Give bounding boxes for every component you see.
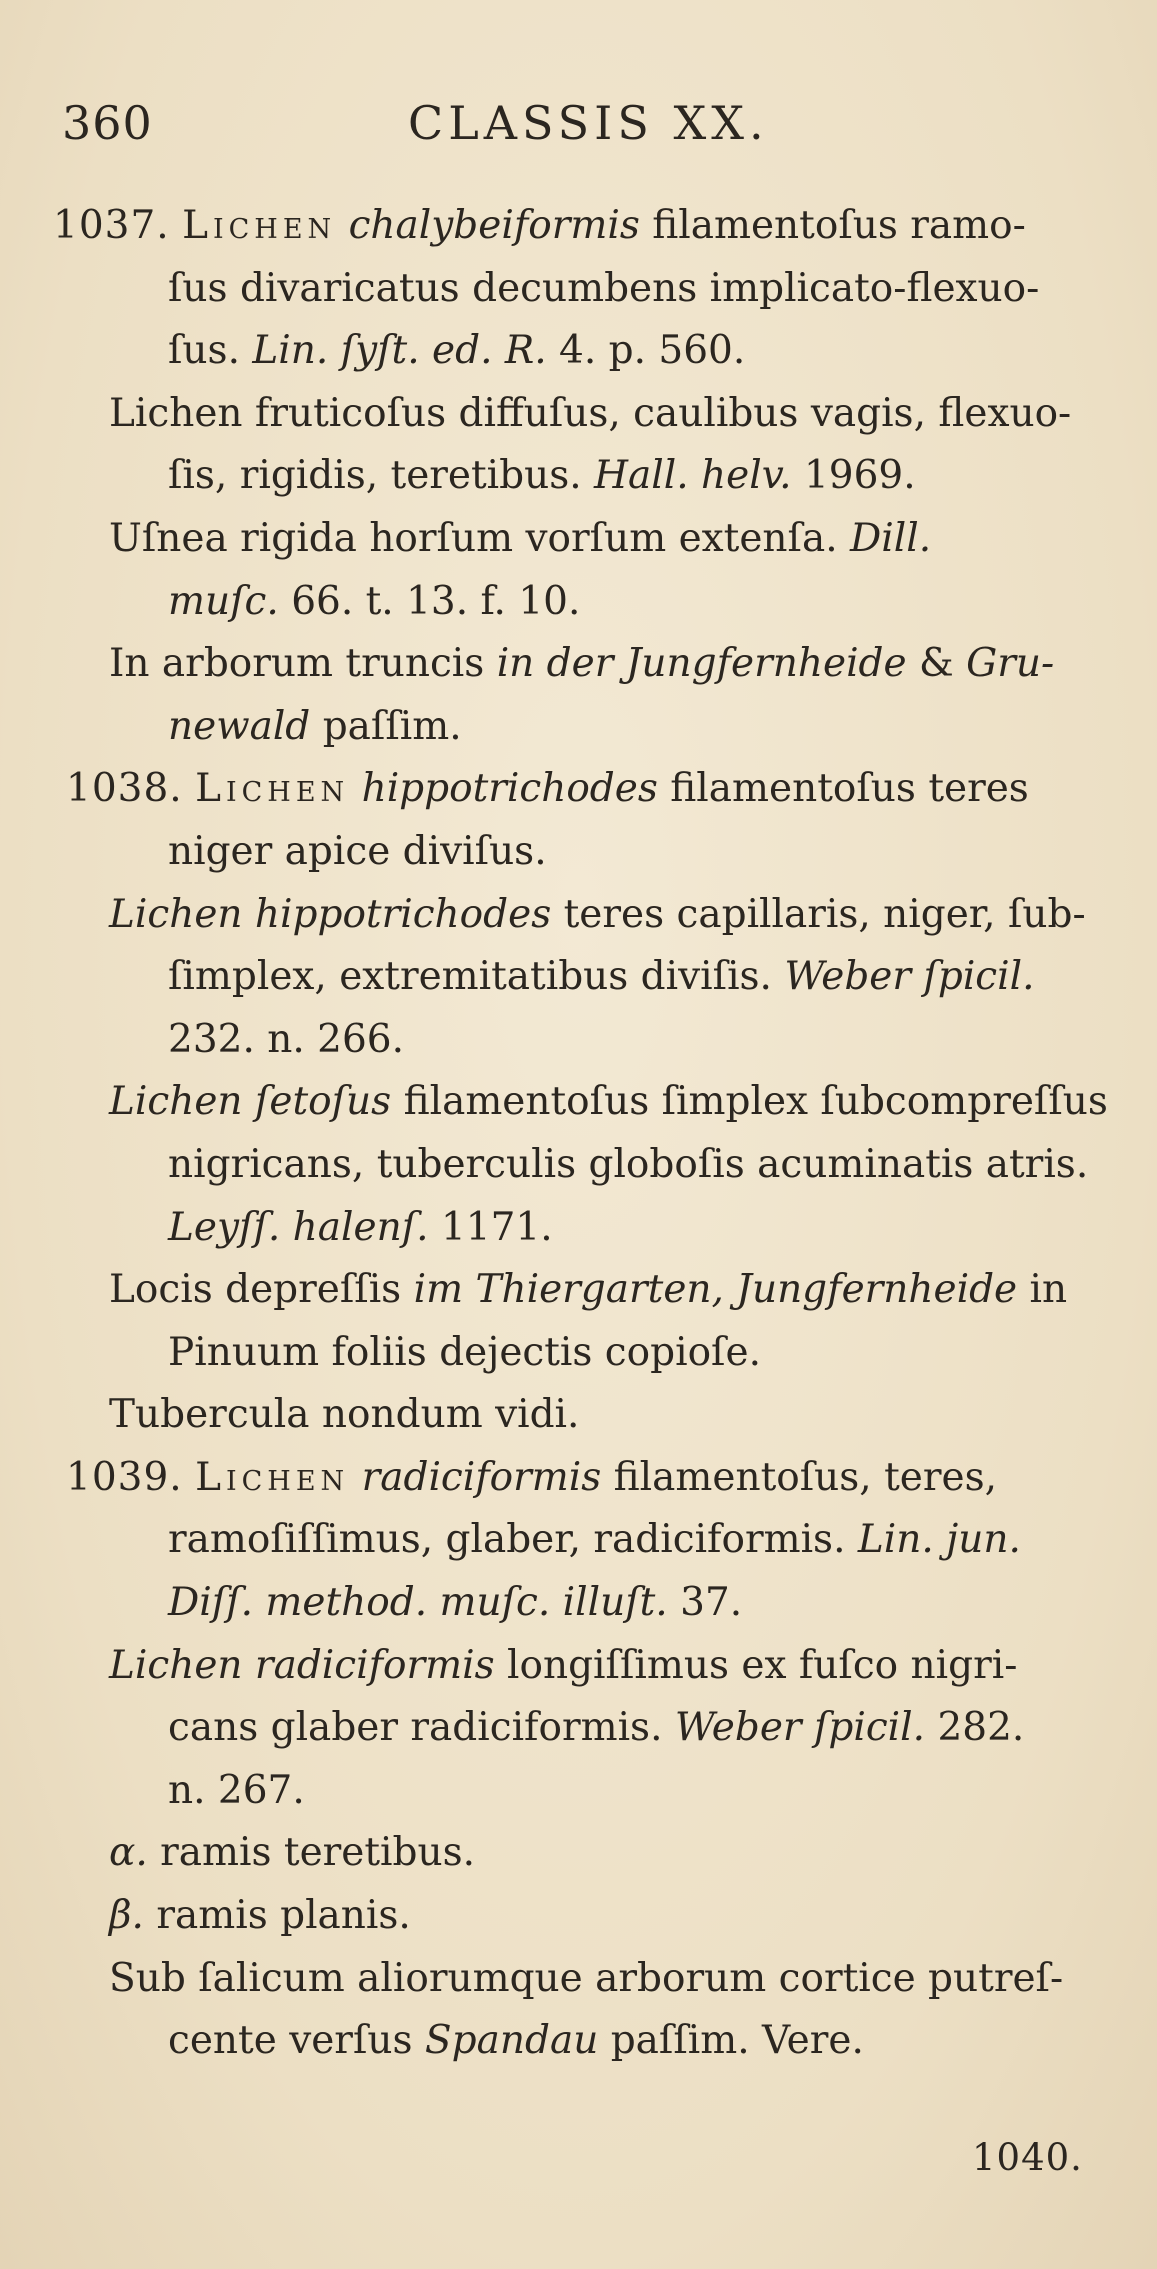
diagnosis-text: ſus.	[168, 328, 240, 374]
reference-detail: 1969.	[803, 453, 916, 499]
species-name: hippotrichodes	[361, 766, 658, 812]
diagnosis-text: filamentoſus teres	[670, 766, 1029, 812]
entry-number: 1039.	[66, 1454, 183, 1500]
entry-1038-line-11	[0, 1384, 1157, 1447]
page-number: 360	[62, 96, 153, 150]
synonym-text: longiſſimus ex fuſco nigri-	[507, 1642, 1018, 1688]
synonym-text: Lichen fruticoſus diffuſus, caulibus vagis, flexuo-	[109, 390, 1072, 436]
place-name: Spandau	[424, 2018, 599, 2064]
reference: Lin. ſyſt. ed. R.	[252, 328, 547, 374]
entry-1039-line-6	[0, 1760, 1157, 1823]
reference: muſc.	[168, 578, 279, 624]
entry-1038-line-7	[0, 1134, 1157, 1197]
locality-text: paſſim.	[322, 703, 462, 749]
place-name: im Thiergarten, Jungfernheide	[413, 1267, 1018, 1313]
synonym-text: filamentoſus ſimplex ſubcompreſſus	[403, 1079, 1108, 1125]
locality-text: paſſim. Vere.	[610, 2018, 864, 2064]
entry-1039-line-10	[0, 2010, 1157, 2073]
entry-1037-line-7	[0, 571, 1157, 634]
reference-detail: 282.	[937, 1705, 1025, 1751]
entry-1038-line-4	[0, 946, 1157, 1009]
genus-name: Lichen	[182, 203, 337, 248]
reference: Leyſſ. halenſ.	[168, 1204, 429, 1250]
entry-1037-line-9	[0, 696, 1157, 759]
genus-name: Lichen	[195, 1454, 350, 1500]
reference-detail: n. 267.	[168, 1767, 305, 1813]
reference-detail: 37.	[680, 1580, 743, 1626]
genus-name: Lichen	[195, 766, 350, 812]
variety-symbol: α.	[109, 1830, 148, 1876]
entry-1038-line-1	[0, 758, 1157, 821]
locality-text: Sub ſalicum aliorumque arborum cortice putreſ-	[109, 1955, 1064, 2001]
entry-1039-line-1	[0, 1447, 1157, 1510]
entry-number: 1037.	[53, 203, 170, 248]
entry-1037-line-8	[0, 633, 1157, 696]
species-name: chalybeiformis	[348, 203, 640, 248]
entry-1038-line-3	[0, 884, 1157, 947]
reference-detail: 1171.	[440, 1204, 553, 1250]
reference: Hall. helv.	[594, 453, 792, 499]
locality-text: &	[919, 641, 954, 687]
diagnosis-text: ſus divaricatus decumbens implicato-flexuo-	[168, 265, 1040, 311]
synonym-text: ſimplex, extremitatibus diviſis.	[168, 954, 772, 1000]
place-name: newald	[168, 703, 311, 749]
reference: Lin. jun.	[857, 1517, 1021, 1563]
reference: Dill.	[850, 515, 932, 561]
entry-1037-line-2	[0, 258, 1157, 321]
entry-1037-line-1	[0, 195, 1157, 258]
entry-1038-line-9	[0, 1259, 1157, 1322]
locality-text: cente verſus	[168, 2018, 413, 2064]
diagnosis-text: filamentoſus, teres,	[613, 1454, 997, 1500]
entry-number: 1038.	[66, 766, 183, 812]
locality-text: Locis depreſſis	[109, 1267, 402, 1313]
running-head: CLASSIS XX.	[408, 96, 769, 150]
entry-1038-line-8	[0, 1197, 1157, 1260]
entry-1037-line-3	[0, 320, 1157, 383]
place-name: Gru-	[966, 641, 1055, 687]
synonym-text: teres capillaris, niger, ſub-	[563, 891, 1086, 937]
entry-1037-line-5	[0, 445, 1157, 508]
reference-detail: 66. t. 13. f. 10.	[291, 578, 581, 624]
page-header	[0, 96, 1157, 166]
variety-symbol: β.	[109, 1893, 144, 1939]
locality-text: in	[1029, 1267, 1068, 1313]
reference: Diſſ. method. muſc. illuſt.	[168, 1580, 668, 1626]
place-name: in der Jungfernheide	[496, 641, 907, 687]
entry-1037-line-4	[0, 383, 1157, 446]
entry-1038-line-2	[0, 821, 1157, 884]
note-text: Tubercula nondum vidi.	[109, 1392, 580, 1438]
entry-1039-line-4	[0, 1635, 1157, 1698]
diagnosis-text: filamentoſus ramo-	[652, 203, 1026, 248]
synonym-text: cans glaber radiciformis.	[168, 1705, 663, 1751]
reference-detail: 232. n. 266.	[168, 1016, 404, 1062]
entry-1039-line-8	[0, 1885, 1157, 1948]
entry-1038-line-10	[0, 1322, 1157, 1385]
entry-1039-line-2	[0, 1509, 1157, 1572]
species-name: radiciformis	[361, 1454, 602, 1500]
locality-text: Pinuum foliis dejectis copioſe.	[168, 1329, 761, 1375]
reference-detail: 4. p. 560.	[559, 328, 746, 374]
synonym-name: Lichen radiciformis	[109, 1642, 495, 1688]
locality-text: In arborum truncis	[109, 641, 485, 687]
catchword: 1040.	[972, 2136, 1083, 2179]
synonym-name: Lichen ſetoſus	[109, 1079, 392, 1125]
entry-1039-line-5	[0, 1697, 1157, 1760]
entry-1037-line-6	[0, 508, 1157, 571]
synonym-text: Uſnea rigida horſum vorſum extenſa.	[109, 515, 838, 561]
entry-1039-line-9	[0, 1948, 1157, 2011]
reference: Weber ſpicil.	[784, 954, 1035, 1000]
entry-1038-line-6	[0, 1071, 1157, 1134]
variety-text: ramis planis.	[156, 1893, 411, 1939]
entry-1039-line-7	[0, 1822, 1157, 1885]
entry-1039-line-3	[0, 1572, 1157, 1635]
entry-1038-line-5	[0, 1009, 1157, 1072]
synonym-text: ſis, rigidis, teretibus.	[168, 453, 582, 499]
synonym-name: Lichen hippotrichodes	[109, 891, 552, 937]
synonym-text: nigricans, tuberculis globoſis acuminatis atris.	[168, 1141, 1089, 1187]
reference: Weber ſpicil.	[674, 1705, 926, 1751]
page-body	[0, 195, 1157, 2073]
diagnosis-text: niger apice diviſus.	[168, 828, 547, 874]
variety-text: ramis teretibus.	[160, 1830, 476, 1876]
diagnosis-text: ramoſiſſimus, glaber, radiciformis.	[168, 1517, 846, 1563]
